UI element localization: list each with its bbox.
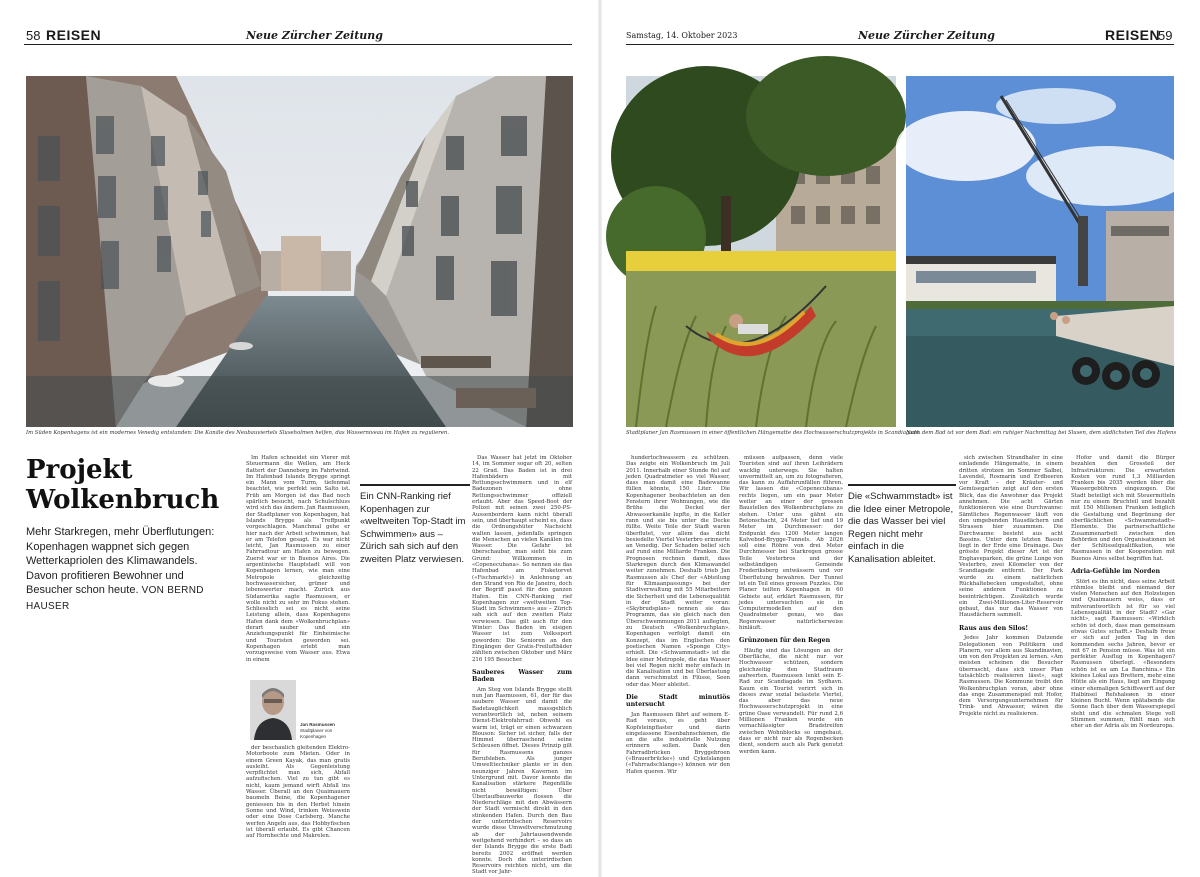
canal-photo xyxy=(26,76,573,427)
harbor-photo-caption: Nach dem Bad ist vor dem Bad: ein ruhiger Nachmittag bei Slusen, dem südlichsten Teil des Hafens xyxy=(906,430,1177,436)
column-text: müssen aufpassen, denn viele Touristen sind auf ihren Leihrädern wacklig unterwegs. Sie halten unvermittelt an, um zu fotografieren, das kann zu Auffahrunfällen führen. Wir lassen die «Copenecubana» rechts liegen, um ein paar Meter weiter an einer der grossen Baustellen des Wolkenbruchplans zu stehen. Unter uns gähnt ein Betonschacht, 24 Meter tief und 19 Meter im Durchmesser: der Endpunkt des 1200 Meter langen Kalvebod-Brygge-Tunnels. Ab 2026 soll eine Röhre von drei Meter Durchmesser bei Starkregen grosse Teile Vesterbros und der selbständigen Gemeinde Frederiksberg entwässern und vor Überflutung bewahren. Der Tunnel ist ein Teil eines grossen Puzzles. Die Planer teilten Kopenhagen in 60 Gebiete auf, erklärt Rasmussen, für jedes untersuchten sie in Computermodellen auf den Quadratmeter genau, wo das Regenwasser natürlicherweise hinläuft. xyxy=(739,455,843,632)
issue-date: Samstag, 14. Oktober 2023 xyxy=(626,31,738,40)
left-header xyxy=(24,28,572,46)
left-page xyxy=(24,0,584,877)
portrait-caption xyxy=(300,722,352,739)
lead-text: Mehr Starkregen, mehr Überflutungen: Kopenhagen wappnet sich gegen Wetterkapriolen des Klimawandels. Davon profitieren Bewohner und Besucher schon heute. xyxy=(26,526,215,597)
article-column-6 xyxy=(1071,455,1175,860)
subheading: Adria-Gefühle im Norden xyxy=(1071,568,1161,576)
right-header xyxy=(626,28,1174,46)
masthead: Neue Zürcher Zeitung xyxy=(246,29,383,42)
column-text: Stört es ihn nicht, dass seine Arbeit rühmlos bleibt und niemand der vielen Menschen auf den Holzstegen und Quaimauern weiss, dass er mitverantwortlich ist für so viel Lebensqualität in der Stadt? «Gar nicht», sagt Rasmussen: «Wirklich schön ist doch, dass man gemeinsam etwas Gutes schafft.» Deshalb freue er sich auf jeden Tag in den kommenden sechs Jahren, bevor er mit 67 in Pension müsse. Was ist ein perfekter Ausflug in Kopenhagen? Rasmussen überlegt. «Besonders schön ist es am La Banchina.» Ein kleines Lokal aus Brettern, mehr eine Hütte als ein Haus, liegt am Eingang einer ehemaligen Schiffswerft auf der Halbinsel Refshaleøen in einer kleinen Bucht. Wenn spätabends die Sonne flach über dem Wasserspiegel steht und die schmalen Stege voll Stimmen summen, fühlt man sich eher an der Adria als im Nordeuropa. xyxy=(1071,578,1175,730)
article-column-4 xyxy=(739,455,843,860)
article-column-1-continued xyxy=(246,745,350,855)
subheading: Sauberes Wasser zum Baden xyxy=(472,668,572,684)
page-gutter xyxy=(598,0,602,877)
column-text: Das Wasser hat jetzt im Oktober 14, im Sommer sogar oft 20, selten 22 Grad. Das Baden ist in drei Hafenbädern mit Rettungsschwimmern und in elf Badezonen ohne Rettungsschwimmer offiziell erlaubt. Aber das Speed-Boot der Polizei mit seinen zwei 250-PS-Aussenbordern kann nicht überall sein, und überhaupt scheint es, dass die Ordnungshüter Nachsicht walten lassen, jedenfalls springen die Menschen an vielen Kanälen ins Wasser. Die Gefahr ist überschaubar, man sieht bis zum Grund: Willkommen in «Copenecubana». So nennen sie das Hafenbad am Fisketorvet («Fischmarkt») in Anlehnung an den Strand von Rio de Janeiro, doch der Begriff passt für den ganzen Hafen. Ein CNN-Ranking rief Kopenhagen zur «weltweiten Top-Stadt im Schwimmen» aus – Zürich sah sich auf den zweiten Platz verwiesen. Das gilt auch für den Winter: Das Baden im eisigen Wasser ist zum Volkssport geworden: Die Senioren an den Eingängen der Gratis-Freiluftbäder zählten zwischen Oktober und März 216 195 Besucher. xyxy=(472,455,572,663)
lead-paragraph xyxy=(26,525,231,615)
pullquote: Die «Schwammstadt» ist die Idee einer Metropole, die das Wasser bei viel Regen nicht mehr einfach in die Kanalisation ableitet. xyxy=(848,484,956,567)
column-text: Hofor und damit die Bürger bezahlen den Grossteil der Infrastrukturen: Die erwarteten Kosten von rund 1,3 Milliarden Franken bis 2035 werden über die Wassergebühren eingezogen. Die Stadt beteiligt sich mit Steuermitteln nur zu einem Bruchteil und bezahlt mit 150 Millionen Franken lediglich die Gestaltung und Begrünung der oberflächlichen «Schwammstadt»-Elemente. Die partnerschaftliche Zusammenarbeit zwischen den Behörden und den Organisationen ist der Schlüsselqualifikation, wie Rasmussen in der Kooperation mit Buenos Aires selbst begriffen hat. xyxy=(1071,455,1175,562)
column-text: Jedes Jahr kommen Dutzende Delegationen von Politikern und Planern, vor allem aus Skandinavien, um von den Projekten zu lernen. «Am meisten scheinen die Besucher überrascht, dass sich unser Plan tatsächlich realisieren lässt», sagt Rasmussen. Die Kommune treibt den Wolkenbruchplan voran, aber ohne das enge Zusammenspiel mit Hofor, dem Versorgungsunternehmen für Trink- und Abwasser, wären die Projekte nicht zu realisieren. xyxy=(959,635,1063,717)
portrait-photo xyxy=(250,680,296,740)
section-label: REISEN xyxy=(1105,27,1161,43)
column-text: Im Hafen schneidet ein Vierer mit Steuermann die Wellen, am Heck flattert der Danneborg im Fahrtwind. Im Hafenbad Islands Brygge springt ein Mann vom Turm, tiefenmal beachtet, wie perfekt sein Salto ist. Früh am Morgen ist das Bad noch spärlich besucht, nach Schulschluss wird sich das ändern. Jan Rasmussen, der Stadtplaner von Kopenhagen, hat Islands Brygge als Treffpunkt vorgeschlagen. Manchmal gehe er hier nach der Arbeit schwimmen, hat er am Telefon gesagt. Es war nicht leicht, Jan Rasmussen zu einer Fahrradtour am Hafen zu bewegen. Zuerst war er in Buenos Aires. Die argentinische Hauptstadt will von Kopenhagen lernen, wie man eine Metropole gleichzeitig hochwassersicher, grüner und lebenswerter macht. Zurück aus Südamerika sagte Rasmussen, er wolle nicht zu sehr im Fokus stehen. Schliesslich sei es nicht seine Leistung allein, dass Kopenhagens Hafen dank dem «Wolkenbruchplan» derart sauber und ein Anziehungspunkt für Einheimische und Touristen geworden sei. Kopenhagen erlebt man vorzugsweise vom Wasser aus. Etwa in einem xyxy=(246,455,350,663)
section-label: REISEN xyxy=(46,27,102,43)
portrait-role: Stadtplaner von Kopenhagen xyxy=(300,727,333,739)
canal-photo-caption: Im Süden Kopenhagens ist ein modernes Venedig entstanden: Die Kanäle des Neubauviertels Sluseholmen helfen, das Wasserniveau im Hafen zu regulieren. xyxy=(26,430,450,436)
subheading: Raus aus den Silos! xyxy=(959,624,1029,632)
article-column-3 xyxy=(626,455,730,860)
article-column-5 xyxy=(959,455,1063,860)
article-column-2 xyxy=(472,455,572,876)
article-column-1 xyxy=(246,455,350,670)
author-byline: VON BERND HAUSER xyxy=(26,585,204,612)
portrait-name: Jan Rasmussen xyxy=(300,722,335,727)
headline: Projekt Wolkenbruch xyxy=(26,455,220,515)
subheading: Die Stadt minutiös untersucht xyxy=(626,693,730,709)
hammock-photo xyxy=(626,76,896,427)
column-text: Jan Rasmussen fährt auf seinem E-Rad voraus, es geht über Kopfsteinpflaster und darin eingelassene Eisenbahnschienen, die an die alte industrielle Nutzung erinnern sollen. Dank den Fahrradbrücken Bryggebroen («Brauerbrücke») und Cykelslangen («Fahrradschlange») können wir den Hafen queren. Wir xyxy=(626,711,730,775)
column-text: Häufig sind das Lösungen an der Oberfläche, die nicht nur vor Hochwasser schützen, sondern gleichzeitig den Stadtraum aufwerten. Rasmussen lenkt sein E-Rad zur Scandiagade im Sydhavn. Kaum ein Tourist verirrt sich in dieses zwar sozial belastete Viertel, das aber das neue Hochwasserschutzprojekt in eine grüne Oase verwandelt. Für rund 2,6 Millionen Franken wurde ein vernachlässigter Bradstreifen zwischen Wohnblocks so umgebaut, dass er nicht nur als Regenbecken dient, sondern auch als Park genutzt werden kann. xyxy=(739,647,843,755)
pullquote: Ein CNN-Ranking rief Kopenhagen zur «weltweiten Top-Stadt im Schwimmen» aus – Zürich sah sich auf den zweiten Platz verwiesen. xyxy=(360,484,470,567)
column-text: sich zwischen Strandhafer in eine einladende Hängematte, in einem dritten strotzen im Sommer Salbei, Lavendel, Rosmarin und Erdbeeren vor Kraft – der Kräuter- und Gemüsegarten zeigt auf den ersten Blick, das die Anwohner das Projekt annehmen. Die acht Gärten funktionieren wie eine Durchwanne: Sämtliches Regenwasser läuft von den umgebenden Hausdächern und Strassen hier zusammen. Die Durchwanne besteht aus acht Bassins. Unter dem letzten Bassin liegt in der Erde eine Drainage. Das grösste Projekt dieser Art ist der Enghaveparken, die grüne Lunge von Vesterbro, zwei Kilometer von der Scandiagade entfernt. Der Park wurde zu einem natürlichen Rückhaltebecken umgestaltet, ohne seine anderen Funktionen zu beeinträchtigen. Zusätzlich wurde ein Zwei-Millionen-Liter-Reservoir gebaut, das nur das Wasser von Hausdächern sammelt. xyxy=(959,455,1063,619)
right-page xyxy=(626,0,1186,877)
subheading: Grünzonen für den Regen xyxy=(739,637,831,645)
column-text: der beschaulich gleitenden Elektro-Motorboote zum Mieten. Oder in einem Green Kayak, das man gratis ausleiht. Als Gegenleistung verpflichtet man sich, Abfall aufzufischen. Viel zu tun gibt es nicht, kaum jemand wirft Abfall ins Wasser. Überall an den Quaimauern baumeln Beine, die Kopenhagener geniessen bis in den Herbst hinein Sonne und Wind, trinken Weisswein oder eine Dose Carlsberg. Manche werfen Angeln aus, das Hobbyfischen ist überall erlaubt. Es gibt Chancen auf Hornhechte und Makrelen. xyxy=(246,745,350,840)
page-number: 58 xyxy=(26,28,41,43)
masthead: Neue Zürcher Zeitung xyxy=(858,29,995,42)
harbor-photo xyxy=(906,76,1174,427)
hammock-photo-caption: Stadtplaner Jan Rasmussen in einer öffentlichen Hängematte des Hochwasserschutzprojekts in Scandiagade. xyxy=(626,430,921,436)
column-text: hundertochwassern zu schützen. Das zeigte ein Wolkenbruch im Juli 2011. Innerhalb einer Stunde fiel auf jeden Quadratmeter so viel Wasser, dass man damit eine Badewanne füllen könnte, 150 Liter. Die Kopenhagener beobachteten an den Fenstern ihrer Wohnungen, wie die Brühe die Deckel der Abwasserkanäle lupfte, in die Keller rann und sie bis unter die Decke füllte. Weite Teile der Stadt waren überflutet, vor allem das dicht besiedelte Viertel Vesterbro erinnerte an Venedig. Der Schaden belief sich auf rund eine Milliarde Franken. Die Prognosen rechnen damit, dass Starkregen durch den Klimawandel weiter zunehmen. Deshalb trieb Jan Rasmussen als Chef der «Abteilung für Klimaanpassung» bei der Stadtverwaltung mit 55 Mitarbeitern die Sicherheit und die Lebensqualität in der Stadt weiter voran: «Skybrudsplan» nennen sie das Programm, das sie gleich nach den Überschwemmungen 2011 auflegten, zu Deutsch «Wolkenbruchplan». Kopenhagen verfolgt damit ein Konzept, das im Englischen den poetischen Namen «Sponge City» erhielt. Die «Schwammstadt» ist die Idee einer Metropole, die das Wasser bei viel Regen nicht mehr einfach in die Kanalisation und bei Überlastung dann verschmutzt in Flüsse, Seen oder das Meer ableitet. xyxy=(626,455,730,688)
page-number: 59 xyxy=(1158,28,1173,43)
column-text: Am Steg von Islands Brygge stellt nun Jan Rasmussen, 61, der für das saubere Wasser und damit die Badetauglichkeit massgeblich verantwortlich ist, neben seinem Dienst-Elektrofahrrad: Obwohl es warm ist, trägt er einen schwarzen Blouson: Sicher ist sicher, falls der Himmel überraschend seine Schleusen öffnet. Dieses Prinzip gilt für Rasmussens ganzes Berufsleben. Als junger Umwelttechniker plante er in den neunziger Jahren Kavernen im Untergrund mit. Davor konnte die Kanalisation stärkere Regenfälle nicht bewältigen: Über Überlaufbauwerke flossen die Niederschläge mit den Abwässern der Stadt vermischt direkt in den stinkenden Hafen. Durch den Bau der unterirdischen Reservoirs wurde diese Umweltverschmutzung ab der Jahrtausendwende weitgehend verhindert – so dass an der Islands Brygge die erste Badi bereits 2002 eröffnet werden konnte. Doch die unterirdischen Reservoirs reichten nicht, um die Stadt vor Jahr- xyxy=(472,686,572,876)
